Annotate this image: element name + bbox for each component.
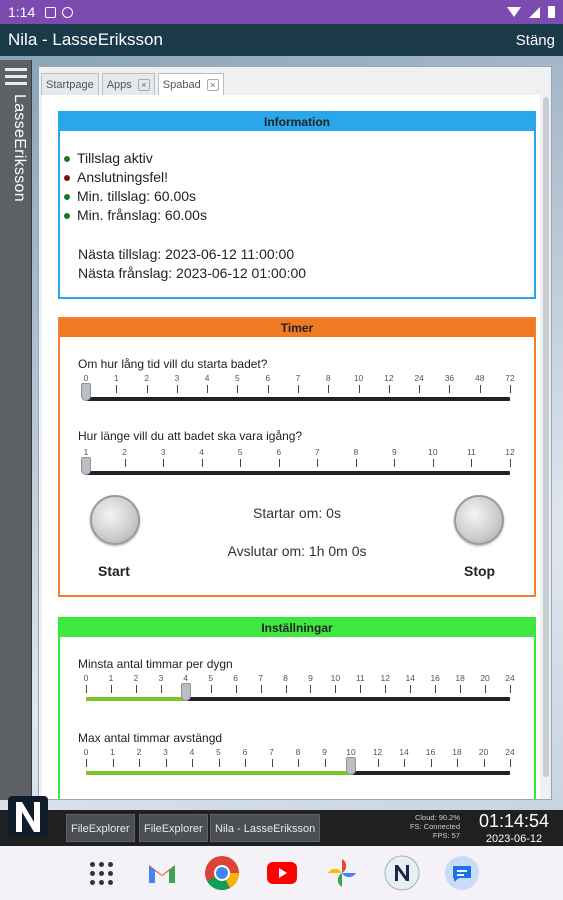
apps-grid-icon[interactable] [83, 854, 121, 892]
tick-mark [389, 385, 390, 393]
tick-mark [435, 685, 436, 693]
max-off-label: Max antal timmar avstängd [78, 731, 223, 745]
tab-label: Spabad [162, 78, 201, 91]
tick-mark [166, 759, 167, 767]
tick-label: 5 [237, 447, 243, 457]
tick-label: 3 [158, 673, 164, 683]
tick-label: 4 [204, 373, 210, 383]
close-tab-icon[interactable]: × [138, 79, 150, 91]
tick-label: 6 [233, 673, 239, 683]
tick-mark [485, 685, 486, 693]
timer-header: Timer [60, 319, 534, 337]
duration-tickmarks [86, 459, 510, 467]
min-hours-slider-thumb[interactable] [181, 683, 191, 701]
tick-label: 1 [108, 673, 114, 683]
tick-mark [86, 759, 87, 767]
tick-mark [317, 459, 318, 467]
tick-label: 2 [133, 673, 139, 683]
min-hours-track[interactable] [86, 697, 510, 701]
tick-label: 11 [467, 447, 476, 457]
starts-in-text: Startar om: 0s [253, 505, 341, 521]
tick-mark [510, 759, 511, 767]
tick-mark [325, 759, 326, 767]
tick-mark [404, 759, 405, 767]
tick-mark [236, 685, 237, 693]
tick-label: 8 [295, 747, 301, 757]
chrome-icon[interactable] [203, 854, 241, 892]
tick-mark [410, 685, 411, 693]
tick-label: 7 [295, 373, 301, 383]
ends-in-text: Avslutar om: 1h 0m 0s [227, 543, 367, 559]
status-text: Tillslag aktiv [77, 150, 153, 166]
tick-mark [177, 385, 178, 393]
start-delay-ticks [83, 373, 515, 385]
tick-label: 72 [505, 373, 515, 383]
tick-mark [161, 685, 162, 693]
tick-label: 0 [83, 747, 89, 757]
max-off-tickmarks [86, 759, 510, 767]
max-off-track[interactable] [86, 771, 510, 775]
information-header: Information [60, 113, 534, 131]
app-title-bar [0, 24, 563, 56]
tick-label: 2 [122, 447, 127, 457]
tick-mark [359, 385, 360, 393]
app-title: Nila - LasseEriksson [8, 30, 163, 49]
status-dot-icon [64, 156, 70, 162]
tick-mark [125, 459, 126, 467]
tick-mark [356, 459, 357, 467]
tick-mark [298, 759, 299, 767]
clock-date: 2023-06-12 [485, 833, 543, 845]
tick-label: 36 [444, 373, 455, 383]
tick-label: 12 [384, 373, 394, 383]
tick-label: 9 [322, 747, 327, 757]
tick-label: 12 [380, 673, 391, 683]
gmail-icon[interactable] [143, 854, 181, 892]
tick-mark [310, 685, 311, 693]
tick-label: 5 [235, 373, 240, 383]
tick-mark [211, 685, 212, 693]
cloud-stat: Cloud: 90.2% [414, 813, 460, 822]
cell-signal-icon [529, 7, 540, 18]
tick-mark [261, 685, 262, 693]
tick-label: 16 [430, 673, 440, 683]
tab-bar [39, 67, 551, 95]
side-panel [0, 60, 32, 800]
nila-app-icon[interactable] [383, 854, 421, 892]
tick-label: 5 [216, 747, 221, 757]
tick-mark [219, 759, 220, 767]
tick-label: 9 [308, 673, 313, 683]
tick-mark [385, 685, 386, 693]
tick-label: 18 [455, 673, 465, 683]
tick-label: 24 [505, 673, 515, 683]
battery-icon [548, 6, 555, 18]
tick-mark [480, 385, 481, 393]
start-delay-slider-thumb[interactable] [81, 383, 91, 401]
tick-label: 3 [163, 747, 168, 757]
tick-label: 7 [269, 747, 274, 757]
duration-label: Hur länge vill du att badet ska vara igång? [78, 429, 303, 443]
tick-mark [116, 385, 117, 393]
status-text: Anslutningsfel! [77, 169, 169, 185]
tick-mark [378, 759, 379, 767]
tick-mark [328, 385, 329, 393]
max-off-ticks [83, 747, 515, 759]
notification-icon [45, 7, 56, 18]
status-row [64, 149, 207, 168]
tick-label: 7 [314, 447, 320, 457]
tick-mark [136, 685, 137, 693]
tick-label: 2 [136, 747, 142, 757]
tick-label: 10 [428, 447, 438, 457]
tick-label: 6 [276, 447, 282, 457]
start-delay-track[interactable] [86, 397, 510, 401]
tick-mark [471, 459, 472, 467]
status-list [64, 149, 207, 225]
tick-label: 24 [414, 373, 424, 383]
tick-label: 20 [478, 747, 489, 757]
tick-label: 11 [355, 673, 365, 683]
tick-mark [163, 459, 164, 467]
tick-mark [510, 459, 511, 467]
main-window [38, 66, 552, 800]
status-time: 1:14 [8, 4, 36, 20]
tab-spabad[interactable] [158, 73, 224, 95]
tick-mark [147, 385, 148, 393]
start-delay-label: Om hur lång tid vill du starta badet? [78, 357, 268, 371]
wifi-icon [507, 7, 521, 17]
tick-mark [460, 685, 461, 693]
tick-label: 8 [325, 373, 331, 383]
tick-label: 12 [372, 747, 383, 757]
timer-panel [58, 317, 536, 597]
tab-label: Startpage [46, 78, 94, 91]
clock-time: 01:14:54 [478, 811, 550, 831]
tick-mark [431, 759, 432, 767]
system-stats [402, 813, 460, 840]
taskbar-item-fileexplorer-2[interactable]: FileExplorer [139, 814, 208, 842]
stop-button-label: Stop [464, 563, 496, 579]
user-vertical-label[interactable]: LasseEriksson [11, 94, 28, 202]
content-scrollbar[interactable] [543, 97, 549, 777]
next-off-text: Nästa frånslag: 2023-06-12 01:00:00 [78, 265, 307, 281]
messages-icon[interactable] [443, 854, 481, 892]
tick-label: 12 [505, 447, 515, 457]
tick-label: 1 [110, 747, 115, 757]
information-panel [58, 111, 536, 299]
status-row [64, 187, 207, 206]
tick-mark [268, 385, 269, 393]
min-hours-fill [86, 697, 186, 701]
tab-apps[interactable] [102, 73, 155, 95]
max-off-slider-thumb[interactable] [346, 757, 356, 775]
tick-mark [449, 385, 450, 393]
min-hours-label: Minsta antal timmar per dygn [78, 657, 233, 671]
tick-label: 8 [353, 447, 359, 457]
min-hours-ticks [83, 673, 515, 685]
tick-label: 4 [199, 447, 204, 457]
status-dot-icon [64, 175, 70, 181]
tick-mark [139, 759, 140, 767]
tick-mark [192, 759, 193, 767]
photos-icon[interactable] [323, 854, 361, 892]
taskbar-item-nila[interactable]: Nila - LasseEriksson [210, 814, 320, 842]
tick-label: 10 [353, 373, 364, 383]
start-delay-tickmarks [86, 385, 510, 393]
tick-mark [298, 385, 299, 393]
tick-mark [510, 685, 511, 693]
status-row [64, 206, 207, 225]
tick-mark [279, 459, 280, 467]
tick-label: 16 [425, 747, 436, 757]
tab-label: Apps [106, 78, 132, 91]
schedule-info [78, 245, 306, 283]
tick-mark [272, 759, 273, 767]
tick-mark [245, 759, 246, 767]
tick-label: 20 [480, 673, 490, 683]
status-row [64, 168, 207, 187]
nila-logo-icon[interactable] [8, 792, 48, 840]
tick-label: 14 [405, 673, 415, 683]
tick-mark [394, 459, 395, 467]
status-dot-icon [64, 194, 70, 200]
tick-mark [86, 685, 87, 693]
tick-mark [510, 385, 511, 393]
tick-label: 4 [183, 673, 189, 683]
tick-label: 6 [242, 747, 248, 757]
status-text: Min. frånslag: 60.00s [77, 207, 207, 223]
tick-label: 14 [399, 747, 409, 757]
tick-label: 9 [391, 447, 397, 457]
duration-track[interactable] [86, 471, 510, 475]
tick-label: 0 [83, 673, 89, 683]
close-tab-icon[interactable]: × [207, 79, 219, 91]
tick-mark [202, 459, 203, 467]
youtube-icon[interactable] [263, 854, 301, 892]
tick-mark [237, 385, 238, 393]
status-dot-icon [64, 213, 70, 219]
duration-slider-thumb[interactable] [81, 457, 91, 475]
taskbar-item-fileexplorer-1[interactable]: FileExplorer [66, 814, 135, 842]
duration-ticks [83, 447, 515, 459]
close-app-button[interactable]: Stäng [515, 31, 555, 49]
min-hours-tickmarks [86, 685, 510, 693]
spabad-content [42, 95, 540, 799]
tick-mark [113, 759, 114, 767]
sync-icon [62, 7, 73, 18]
tick-mark [360, 685, 361, 693]
android-status-bar [0, 0, 563, 24]
tick-mark [433, 459, 434, 467]
tick-mark [240, 459, 241, 467]
start-button-label: Start [98, 563, 130, 579]
tick-mark [286, 685, 287, 693]
tick-mark [111, 685, 112, 693]
tick-mark [457, 759, 458, 767]
tick-label: 1 [83, 447, 89, 457]
max-off-fill [86, 771, 351, 775]
fps-stat: FPS: 57 [432, 831, 460, 840]
tick-label: 18 [452, 747, 462, 757]
tick-label: 3 [174, 373, 180, 383]
settings-panel [58, 617, 536, 799]
tick-label: 5 [208, 673, 214, 683]
tick-label: 0 [83, 373, 89, 383]
tick-label: 24 [505, 747, 515, 757]
tick-label: 2 [144, 373, 149, 383]
tick-label: 48 [474, 373, 485, 383]
fs-stat: FS: Connected [409, 822, 460, 831]
tab-startpage[interactable] [41, 73, 99, 95]
tick-mark [484, 759, 485, 767]
android-dock [0, 846, 563, 900]
tick-label: 10 [346, 747, 356, 757]
tick-label: 7 [258, 673, 263, 683]
status-text: Min. tillslag: 60.00s [77, 188, 197, 204]
tick-mark [207, 385, 208, 393]
tick-label: 1 [113, 373, 119, 383]
tick-mark [419, 385, 420, 393]
tick-label: 3 [160, 447, 166, 457]
tick-label: 6 [265, 373, 271, 383]
hamburger-menu-icon[interactable] [5, 68, 27, 86]
tick-mark [335, 685, 336, 693]
tick-label: 8 [283, 673, 288, 683]
settings-header: Inställningar [60, 619, 534, 637]
tick-label: 10 [330, 673, 341, 683]
tick-label: 4 [189, 747, 195, 757]
taskbar-clock [470, 810, 558, 846]
next-on-text: Nästa tillslag: 2023-06-12 11:00:00 [78, 246, 295, 262]
